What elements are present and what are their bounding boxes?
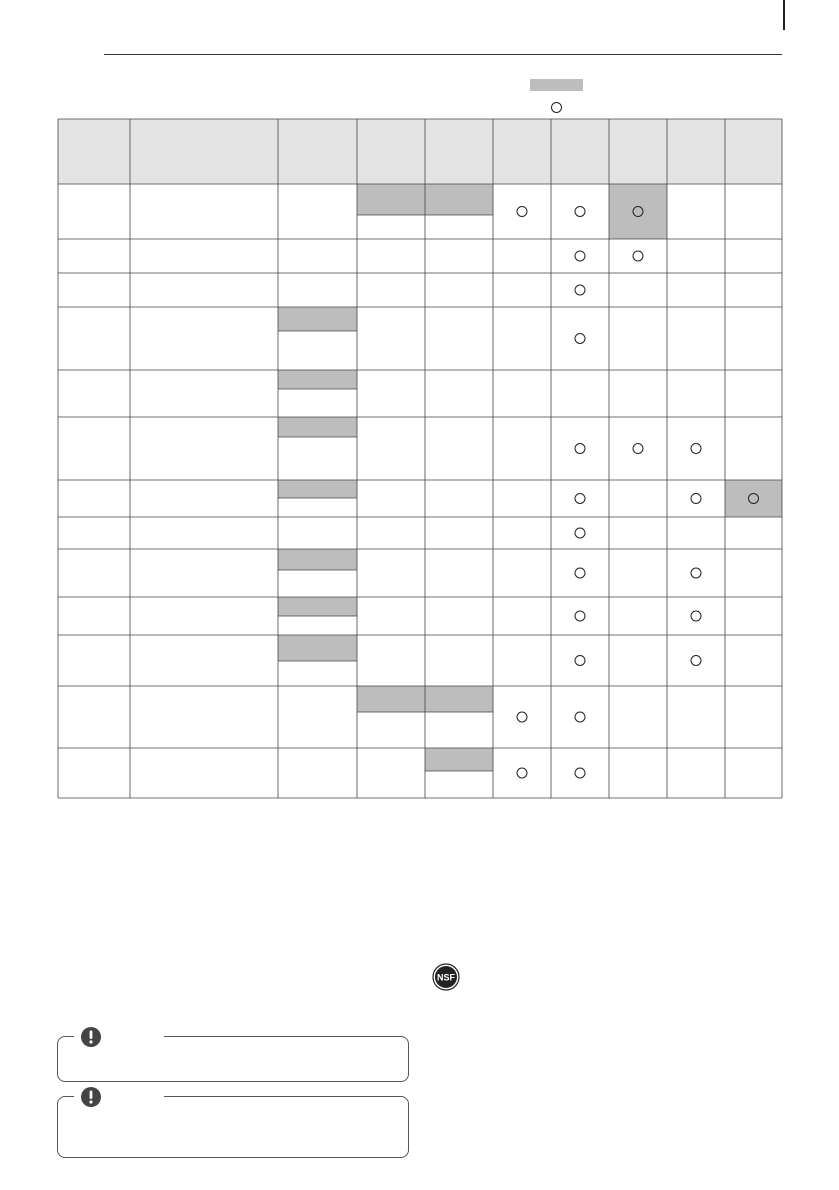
circle-icon [633, 251, 643, 261]
circle-icon [691, 568, 701, 578]
circle-icon [517, 207, 527, 217]
shaded-sub-cell [278, 417, 357, 437]
circle-icon [575, 528, 585, 538]
circle-icon [691, 656, 701, 666]
table-header-row [58, 119, 782, 184]
circle-icon [575, 444, 585, 454]
shaded-cell [609, 184, 667, 239]
shaded-sub-cell [278, 307, 357, 331]
circle-icon [575, 712, 585, 722]
circle-icon [691, 611, 701, 621]
circle-icon [575, 334, 585, 344]
nsf-logo-text: NSF [437, 972, 455, 983]
caution-box-1 [57, 1036, 409, 1082]
circle-icon [575, 285, 585, 295]
circle-icon [575, 768, 585, 778]
circle-icon [575, 568, 585, 578]
circle-icon [575, 494, 585, 504]
circle-icon [691, 444, 701, 454]
nsf-logo [432, 963, 460, 991]
shaded-sub-cell [425, 748, 493, 771]
circle-icon [575, 611, 585, 621]
circle-icon [633, 444, 643, 454]
shaded-sub-cell [278, 635, 357, 661]
shaded-sub-cell [278, 597, 357, 616]
shaded-sub-cell [278, 370, 357, 389]
caution-box-2 [57, 1096, 409, 1158]
shaded-sub-cell [357, 686, 425, 712]
circle-icon [575, 251, 585, 261]
circle-icon [517, 768, 527, 778]
circle-icon [691, 494, 701, 504]
exclamation-icon [80, 1086, 102, 1108]
circle-icon [517, 712, 527, 722]
shaded-sub-cell [278, 549, 357, 570]
shaded-sub-cell [278, 480, 357, 498]
circle-icon [575, 656, 585, 666]
shaded-sub-cell [425, 686, 493, 712]
exclamation-icon [80, 1026, 102, 1048]
shaded-cell [725, 480, 782, 517]
shaded-sub-cell [357, 184, 425, 215]
shaded-sub-cell [425, 184, 493, 215]
circle-icon [575, 207, 585, 217]
